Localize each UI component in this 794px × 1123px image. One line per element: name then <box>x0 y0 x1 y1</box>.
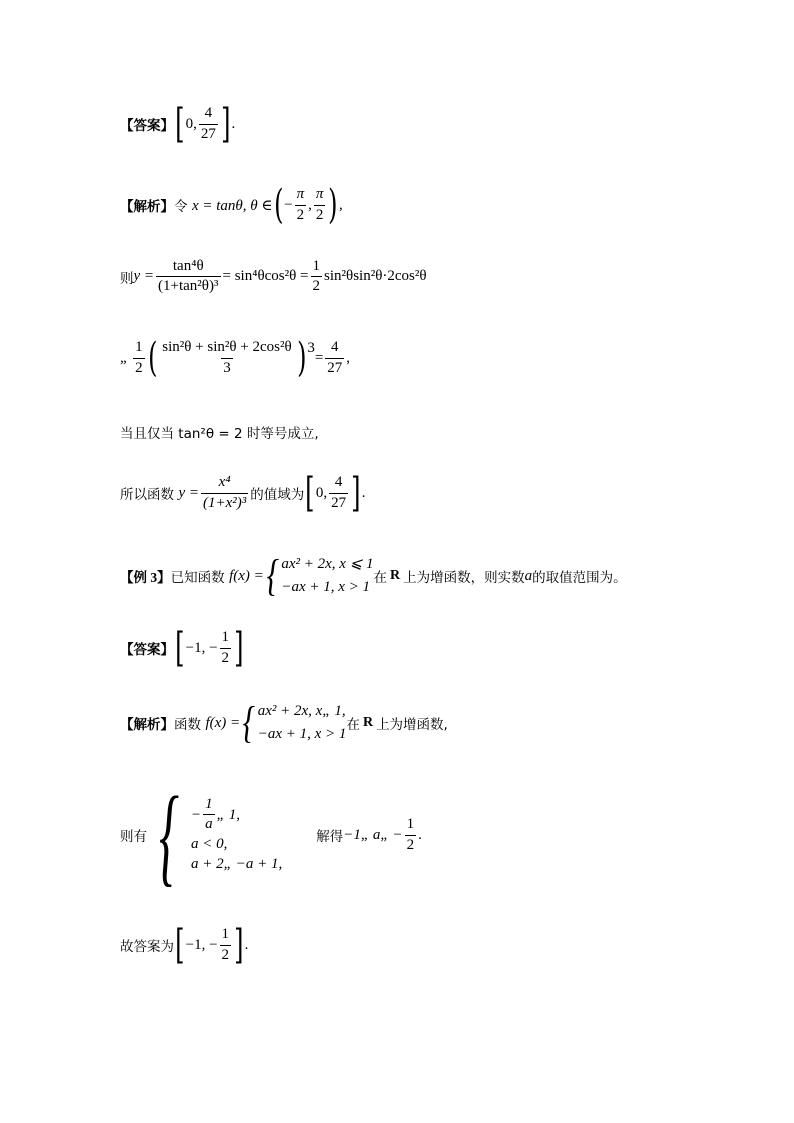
interval-start: 0, <box>185 115 197 132</box>
answer-1: 【答案】 [ 0, $\frac{4}{27}$ ] . <box>120 101 236 147</box>
answer-label: 【答案】 <box>120 118 174 133</box>
piecewise-function: { ax² + 2x, x ⩽ 1 −ax + 1, x > 1 <box>266 551 374 601</box>
inequality-system: { − $\frac{1}{a}$ „ 1, a < 0, a + 2„ −a + 1, <box>159 774 283 896</box>
left-bracket: [ <box>175 101 185 147</box>
solution-3-intro: 【解析】 函数 f(x) = { ax² + 2x, x„ 1, −ax + 1, x > 1 在 R 上为增函数, <box>120 698 448 748</box>
solution-1-conclusion: 所以函数 y = $\frac{\text{x⁴}}{\text{(1+x²)³}}$ 的值域为 [ 0, $\frac{4}{27}$ ] . <box>120 470 366 516</box>
solution-3-system: 则有 { − $\frac{1}{a}$ „ 1, a < 0, a + 2„ −a + 1, 解得 −1„ a„ − $\frac{1}{2}$ . <box>120 774 422 896</box>
solution-1-inequality: „ $\frac{1}{2}$ ( $\frac{\text{sin²θ + sin²θ + 2cos²θ}}{3}$ ) 3 = $\frac{4}{27}$ , <box>120 335 351 381</box>
solution-label: 【解析】 <box>120 717 174 733</box>
solution-label: 【解析】 <box>120 199 174 214</box>
final-answer: 故答案为 [ −1, − $\frac{1}{2}$ ] . <box>120 922 249 968</box>
answer-3: 【答案】 [ −1, − $\frac{1}{2}$ ] <box>120 625 244 671</box>
answer-label: 【答案】 <box>120 642 174 657</box>
fraction: $\frac{\text{tan⁴θ}}{\text{(1+tan²θ)³}}$ <box>158 258 219 295</box>
right-bracket: ] <box>220 101 231 147</box>
solution-1-intro: 【解析】 令 x = tanθ, θ ∈ ( − $\frac{\pi}{2}$ , $\frac{\pi}{2}$ ) , <box>120 182 343 228</box>
piecewise-function: { ax² + 2x, x„ 1, −ax + 1, x > 1 <box>242 698 347 748</box>
example-label: 【例 3】 <box>120 570 171 586</box>
example-3: 【例 3】 已知函数 f(x) = { ax² + 2x, x ⩽ 1 −ax + 1, x > 1 在 R 上为增函数，则实数 a 的取值范围为。 <box>120 551 627 601</box>
fraction: $\frac{4}{27}$ <box>200 105 216 142</box>
solution-1-derivation: 则 y = $\frac{\text{tan⁴θ}}{\text{(1+tan²θ)³}}$ = sin⁴θcos²θ = $\frac{1}{2}$ sin²θsin²θ·2cos²θ <box>120 258 427 295</box>
equality-condition: 当且仅当 tan²θ = 2 时等号成立, <box>120 426 319 442</box>
